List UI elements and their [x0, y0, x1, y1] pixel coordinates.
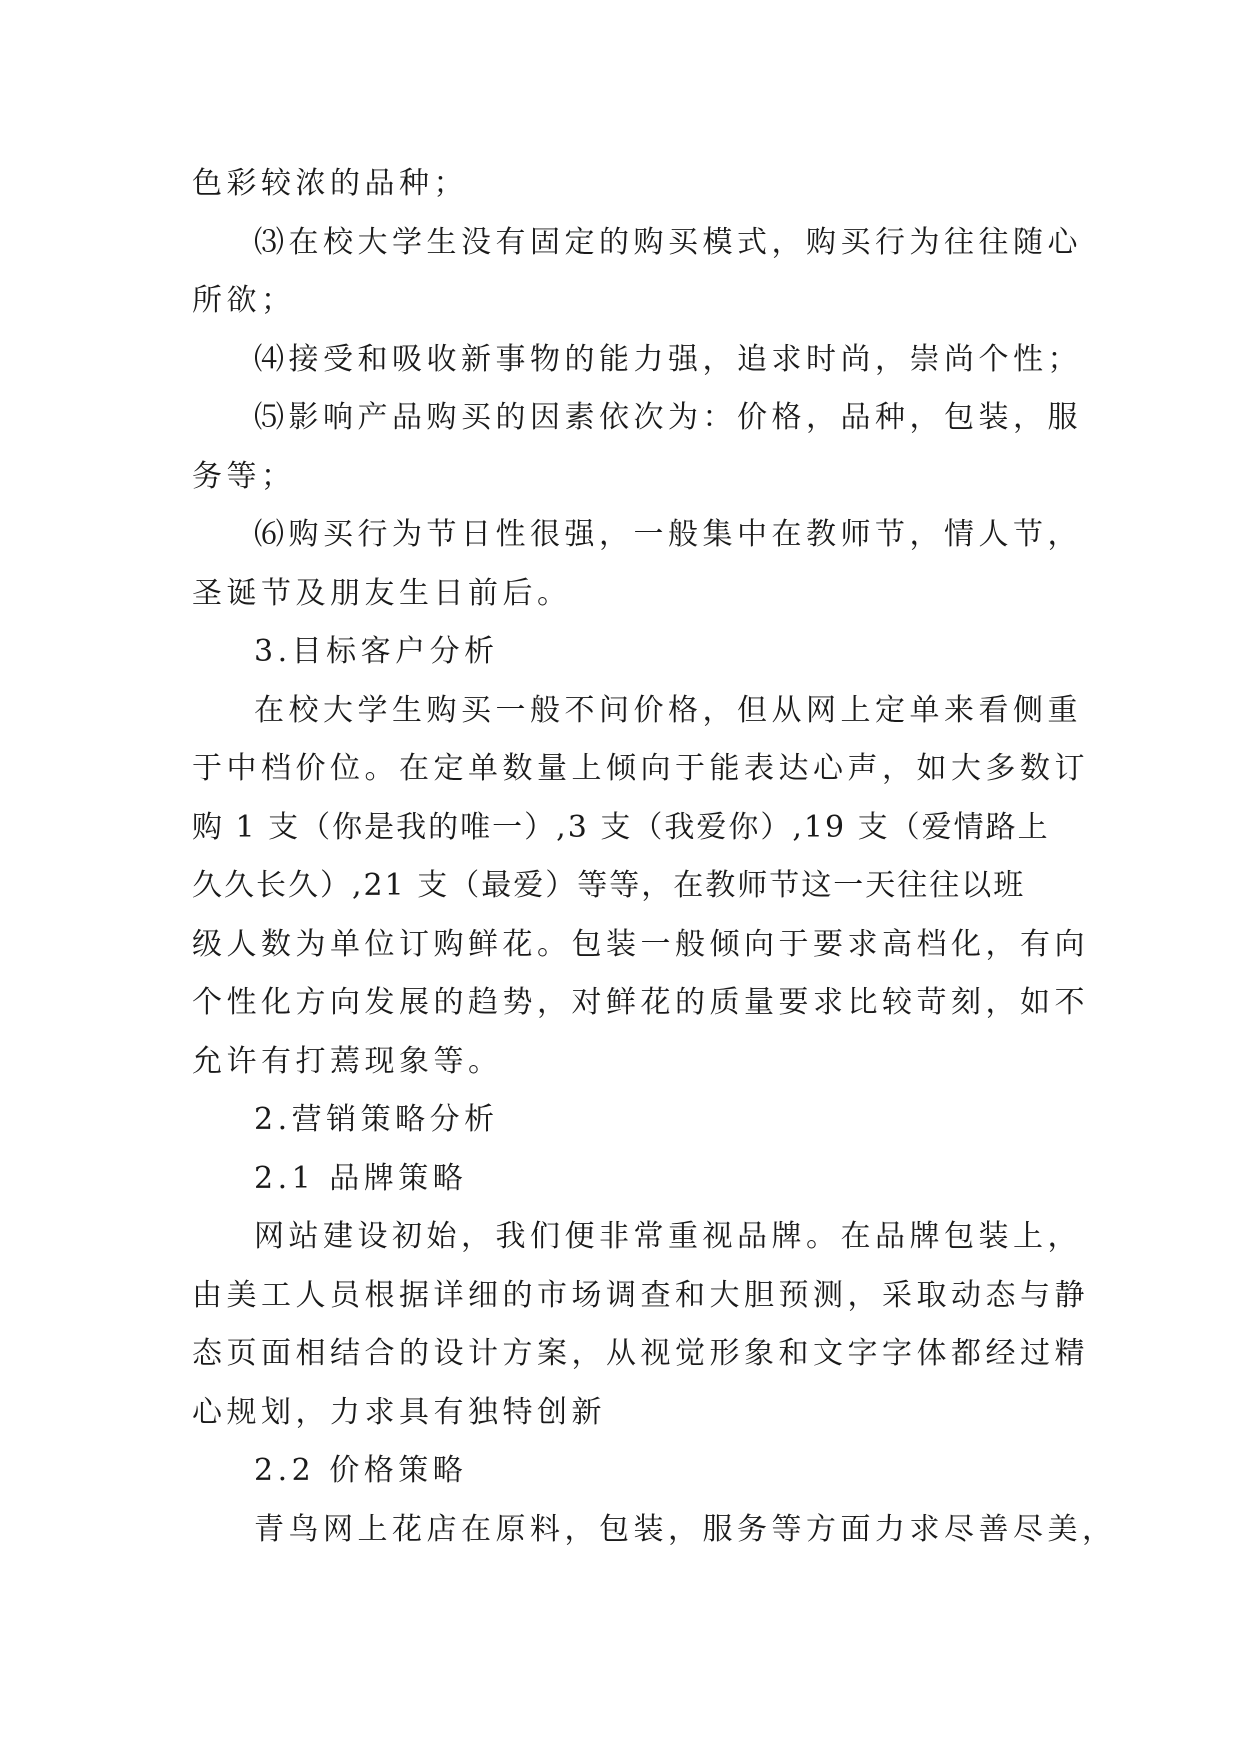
paragraph-line: 心规划，力求具有独特创新 [192, 1394, 606, 1430]
subsection-heading: 2.1 品牌策略 [254, 1160, 468, 1196]
text-line: 圣诞节及朋友生日前后。 [192, 575, 572, 611]
paragraph-line: 由美工人员根据详细的市场调查和大胆预测，采取动态与静 [192, 1277, 1089, 1313]
list-item-5: ⑸影响产品购买的因素依次为：价格，品种，包装，服 [254, 400, 1082, 435]
paragraph-line: 级人数为单位订购鲜花。包装一般倾向于要求高档化，有向 [192, 926, 1089, 962]
paragraph-line: 允许有打蔫现象等。 [192, 1043, 503, 1079]
paragraph-line: 购 1 支（你是我的唯一）,3 支（我爱你）,19 支（爱情路上 [192, 809, 1050, 845]
paragraph-line: 于中档价位。在定单数量上倾向于能表达心声，如大多数订 [192, 751, 1089, 786]
paragraph-line: 在校大学生购买一般不问价格，但从网上定单来看侧重 [254, 692, 1082, 728]
list-item-3: ⑶在校大学生没有固定的购买模式，购买行为往往随心 [254, 224, 1082, 260]
text-line: 务等； [192, 458, 296, 494]
text-line: 色彩较浓的品种； [192, 166, 468, 201]
paragraph-line: 久久长久）,21 支（最爱）等等，在教师节这一天往往以班 [192, 868, 1026, 903]
document-body [192, 155, 1117, 1559]
paragraph-line: 个性化方向发展的趋势，对鲜花的质量要求比较苛刻，如不 [192, 985, 1089, 1020]
text-line: 所欲； [192, 283, 296, 318]
paragraph-line: 态页面相结合的设计方案，从视觉形象和文字字体都经过精 [192, 1336, 1089, 1371]
paragraph-line: 青鸟网上花店在原料，包装，服务等方面力求尽善尽美， [254, 1511, 1117, 1547]
subsection-heading: 2.2 价格策略 [254, 1453, 468, 1488]
section-heading: 2.营销策略分析 [254, 1102, 499, 1137]
list-item-6: ⑹购买行为节日性很强，一般集中在教师节，情人节， [254, 517, 1082, 552]
paragraph-line: 网站建设初始，我们便非常重视品牌。在品牌包装上， [254, 1219, 1082, 1254]
list-item-4: ⑷接受和吸收新事物的能力强，追求时尚，崇尚个性； [254, 341, 1082, 377]
section-heading: 3.目标客户分析 [254, 634, 499, 669]
